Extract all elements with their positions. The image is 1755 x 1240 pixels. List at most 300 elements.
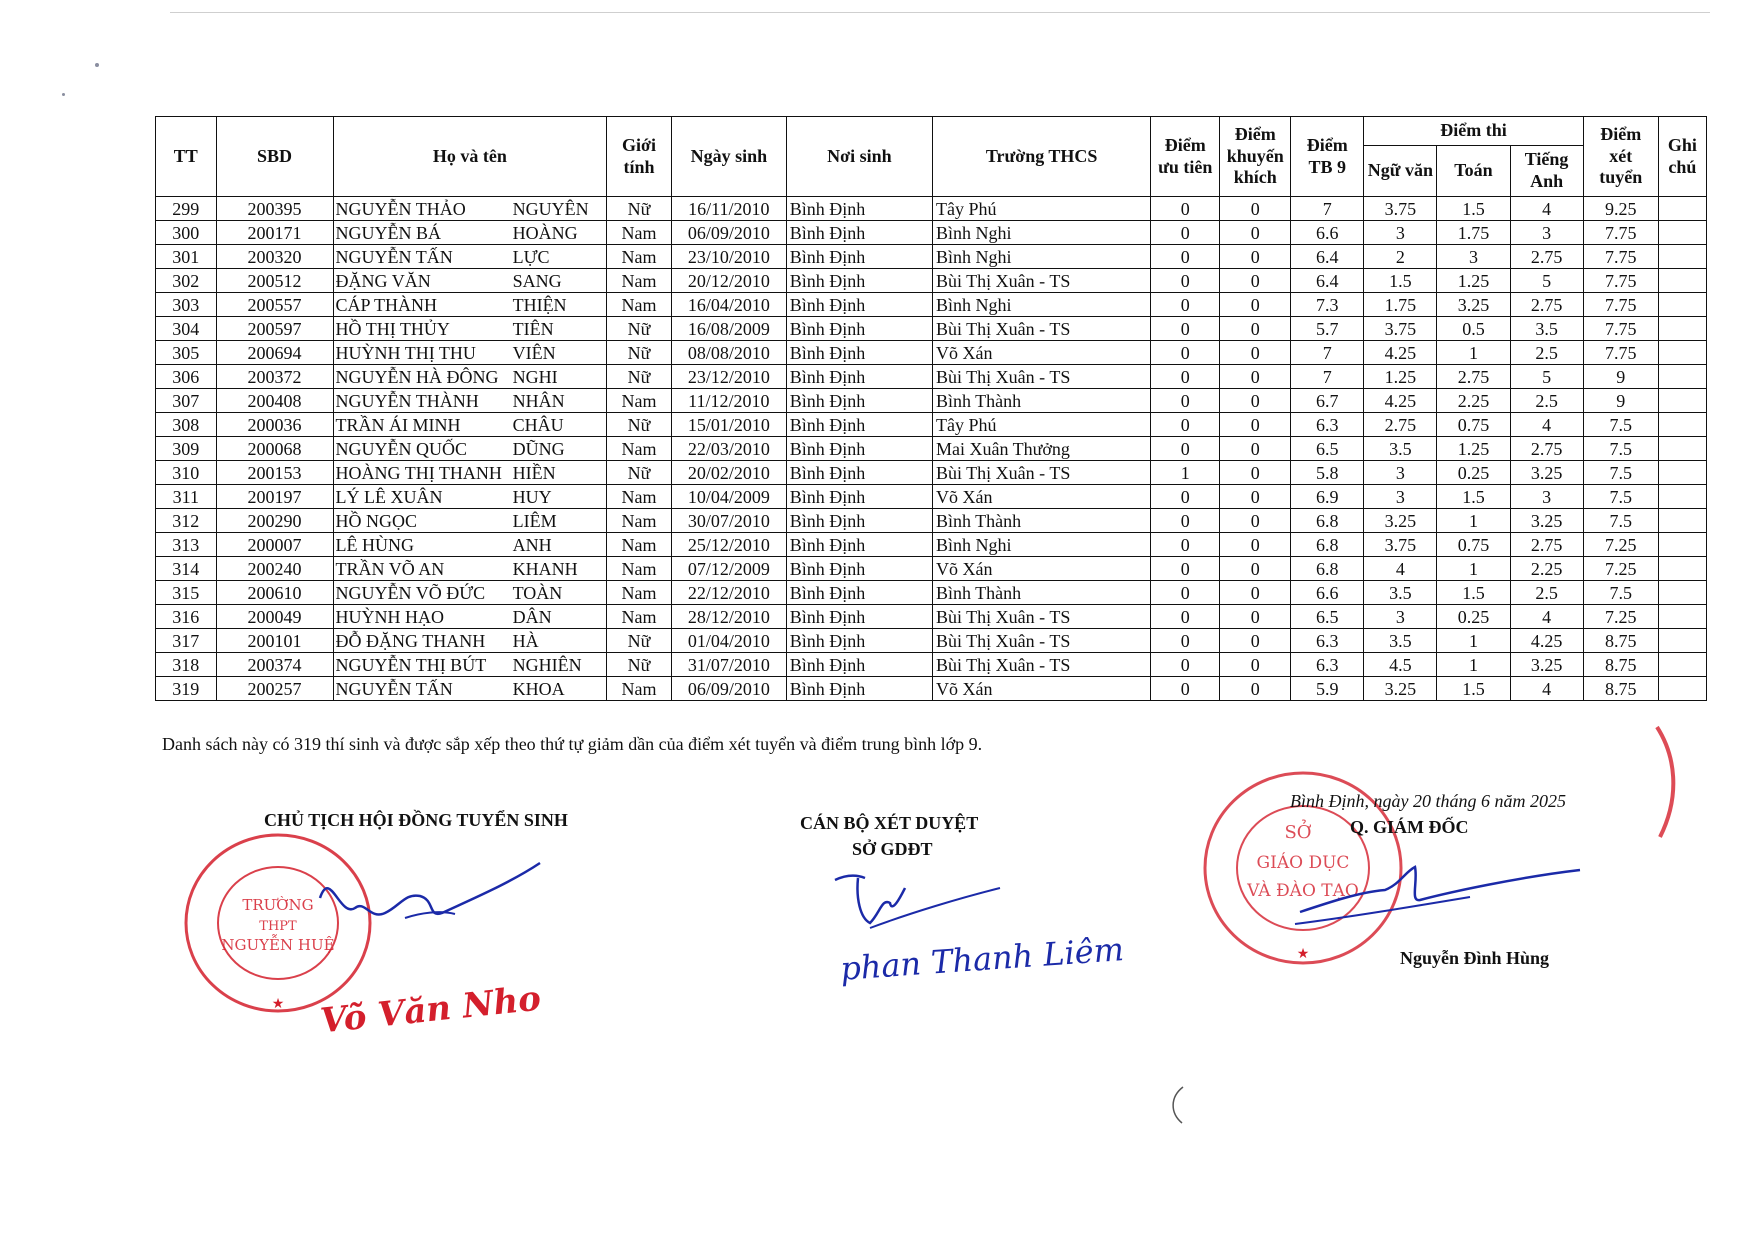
cell-anh: 4 bbox=[1510, 677, 1583, 701]
cell-toan: 0.5 bbox=[1437, 317, 1510, 341]
cell-note bbox=[1658, 605, 1706, 629]
cell-ten: HOÀNG bbox=[511, 221, 607, 245]
cell-ho: HUỲNH HẠO bbox=[333, 605, 511, 629]
cell-toan: 0.75 bbox=[1437, 533, 1510, 557]
cell-truong: Võ Xán bbox=[933, 485, 1151, 509]
cell-tb: 7 bbox=[1291, 365, 1364, 389]
cell-xt: 7.5 bbox=[1583, 485, 1658, 509]
cell-note bbox=[1658, 533, 1706, 557]
cell-tb: 6.3 bbox=[1291, 653, 1364, 677]
cell-truong: Mai Xuân Thưởng bbox=[933, 437, 1151, 461]
cell-ho: TRẦN VÕ AN bbox=[333, 557, 511, 581]
cell-tt: 314 bbox=[156, 557, 217, 581]
cell-gt: Nam bbox=[607, 485, 672, 509]
cell-kk: 0 bbox=[1220, 485, 1291, 509]
cell-ns: 22/12/2010 bbox=[671, 581, 786, 605]
cell-toan: 1.25 bbox=[1437, 437, 1510, 461]
cell-truong: Bình Nghi bbox=[933, 293, 1151, 317]
header-sbd: SBD bbox=[216, 117, 333, 197]
header-lit: Ngữ văn bbox=[1364, 146, 1437, 197]
cell-ns: 16/11/2010 bbox=[671, 197, 786, 221]
table-row bbox=[156, 413, 1707, 437]
cell-anh: 4.25 bbox=[1510, 629, 1583, 653]
cell-gt: Nữ bbox=[607, 317, 672, 341]
cell-ns: 23/10/2010 bbox=[671, 245, 786, 269]
cell-truong: Bình Thành bbox=[933, 509, 1151, 533]
table-row bbox=[156, 533, 1707, 557]
cell-note bbox=[1658, 437, 1706, 461]
scan-edge-line bbox=[170, 12, 1710, 13]
cell-toan: 0.25 bbox=[1437, 461, 1510, 485]
cell-xt: 7.5 bbox=[1583, 509, 1658, 533]
cell-xt: 7.75 bbox=[1583, 269, 1658, 293]
cell-van: 3.25 bbox=[1364, 509, 1437, 533]
cell-ho: NGUYỄN TẤN bbox=[333, 245, 511, 269]
cell-sbd: 200007 bbox=[216, 533, 333, 557]
cell-xt: 8.75 bbox=[1583, 677, 1658, 701]
cell-truong: Bùi Thị Xuân - TS bbox=[933, 653, 1151, 677]
scan-speck bbox=[95, 63, 99, 67]
cell-ut: 0 bbox=[1151, 413, 1220, 437]
cell-ho: HUỲNH THỊ THU bbox=[333, 341, 511, 365]
table-row bbox=[156, 389, 1707, 413]
cell-xt: 7.75 bbox=[1583, 341, 1658, 365]
cell-noi: Bình Định bbox=[786, 389, 932, 413]
cell-anh: 3 bbox=[1510, 221, 1583, 245]
cell-kk: 0 bbox=[1220, 533, 1291, 557]
cell-xt: 7.75 bbox=[1583, 221, 1658, 245]
cell-note bbox=[1658, 365, 1706, 389]
cell-note bbox=[1658, 341, 1706, 365]
cell-ten: HÀ bbox=[511, 629, 607, 653]
admission-table bbox=[155, 116, 1707, 701]
cell-note bbox=[1658, 629, 1706, 653]
cell-tb: 7 bbox=[1291, 341, 1364, 365]
table-row bbox=[156, 605, 1707, 629]
pen-mark bbox=[1168, 1085, 1188, 1125]
cell-kk: 0 bbox=[1220, 317, 1291, 341]
cell-van: 3.5 bbox=[1364, 581, 1437, 605]
cell-anh: 2.5 bbox=[1510, 389, 1583, 413]
cell-ut: 0 bbox=[1151, 629, 1220, 653]
cell-van: 1.25 bbox=[1364, 365, 1437, 389]
cell-sbd: 200395 bbox=[216, 197, 333, 221]
cell-ut: 0 bbox=[1151, 509, 1220, 533]
cell-anh: 3.25 bbox=[1510, 653, 1583, 677]
cell-noi: Bình Định bbox=[786, 677, 932, 701]
cell-van: 3.75 bbox=[1364, 317, 1437, 341]
cell-tt: 309 bbox=[156, 437, 217, 461]
cell-ut: 0 bbox=[1151, 341, 1220, 365]
cell-tt: 306 bbox=[156, 365, 217, 389]
cell-noi: Bình Định bbox=[786, 581, 932, 605]
cell-sbd: 200049 bbox=[216, 605, 333, 629]
header-birthplace: Nơi sinh bbox=[786, 117, 932, 197]
cell-toan: 1.5 bbox=[1437, 677, 1510, 701]
cell-gt: Nữ bbox=[607, 197, 672, 221]
cell-truong: Bình Nghi bbox=[933, 533, 1151, 557]
cell-ten: DÂN bbox=[511, 605, 607, 629]
chair-title: CHỦ TỊCH HỘI ĐỒNG TUYỂN SINH bbox=[264, 810, 568, 830]
reviewer-signature bbox=[830, 868, 1010, 938]
cell-xt: 8.75 bbox=[1583, 653, 1658, 677]
cell-sbd: 200240 bbox=[216, 557, 333, 581]
cell-tt: 312 bbox=[156, 509, 217, 533]
cell-anh: 4 bbox=[1510, 413, 1583, 437]
cell-tt: 300 bbox=[156, 221, 217, 245]
cell-van: 2.75 bbox=[1364, 413, 1437, 437]
cell-truong: Bùi Thị Xuân - TS bbox=[933, 605, 1151, 629]
svg-text:★: ★ bbox=[1296, 947, 1310, 962]
footnote: Danh sách này có 319 thí sinh và được sắp xếp theo thứ tự giảm dần của điểm xét tuyển và điểm trung bình lớp 9. bbox=[162, 734, 983, 754]
table-row bbox=[156, 677, 1707, 701]
cell-toan: 1.5 bbox=[1437, 581, 1510, 605]
cell-sbd: 200374 bbox=[216, 653, 333, 677]
cell-kk: 0 bbox=[1220, 197, 1291, 221]
cell-ho: ĐẶNG VĂN bbox=[333, 269, 511, 293]
cell-gt: Nữ bbox=[607, 413, 672, 437]
cell-ten: ANH bbox=[511, 533, 607, 557]
cell-ten: HUY bbox=[511, 485, 607, 509]
cell-anh: 5 bbox=[1510, 269, 1583, 293]
cell-noi: Bình Định bbox=[786, 197, 932, 221]
cell-kk: 0 bbox=[1220, 389, 1291, 413]
cell-tb: 6.3 bbox=[1291, 413, 1364, 437]
cell-noi: Bình Định bbox=[786, 245, 932, 269]
cell-ten: LỰC bbox=[511, 245, 607, 269]
table-row bbox=[156, 293, 1707, 317]
cell-gt: Nam bbox=[607, 509, 672, 533]
cell-xt: 7.25 bbox=[1583, 557, 1658, 581]
cell-xt: 7.25 bbox=[1583, 533, 1658, 557]
cell-ns: 20/02/2010 bbox=[671, 461, 786, 485]
cell-sbd: 200068 bbox=[216, 437, 333, 461]
cell-tt: 308 bbox=[156, 413, 217, 437]
cell-note bbox=[1658, 389, 1706, 413]
cell-gt: Nữ bbox=[607, 653, 672, 677]
cell-ten: KHANH bbox=[511, 557, 607, 581]
cell-xt: 7.5 bbox=[1583, 581, 1658, 605]
cell-kk: 0 bbox=[1220, 293, 1291, 317]
cell-xt: 7.5 bbox=[1583, 437, 1658, 461]
header-name: Họ và tên bbox=[333, 117, 607, 197]
chair-signature bbox=[310, 858, 550, 948]
cell-truong: Bình Nghi bbox=[933, 221, 1151, 245]
cell-toan: 1.5 bbox=[1437, 485, 1510, 509]
cell-ho: NGUYỄN TẤN bbox=[333, 677, 511, 701]
cell-tb: 5.8 bbox=[1291, 461, 1364, 485]
cell-toan: 0.75 bbox=[1437, 413, 1510, 437]
cell-tt: 318 bbox=[156, 653, 217, 677]
cell-gt: Nam bbox=[607, 557, 672, 581]
cell-ten: SANG bbox=[511, 269, 607, 293]
cell-ho: LÝ LÊ XUÂN bbox=[333, 485, 511, 509]
cell-ut: 0 bbox=[1151, 389, 1220, 413]
cell-note bbox=[1658, 413, 1706, 437]
cell-tb: 5.9 bbox=[1291, 677, 1364, 701]
cell-van: 3.25 bbox=[1364, 677, 1437, 701]
cell-toan: 1.25 bbox=[1437, 269, 1510, 293]
cell-toan: 2.75 bbox=[1437, 365, 1510, 389]
table-row bbox=[156, 221, 1707, 245]
cell-ut: 0 bbox=[1151, 437, 1220, 461]
cell-toan: 1.75 bbox=[1437, 221, 1510, 245]
cell-xt: 9 bbox=[1583, 389, 1658, 413]
cell-ho: NGUYỄN BÁ bbox=[333, 221, 511, 245]
cell-ns: 23/12/2010 bbox=[671, 365, 786, 389]
table-row bbox=[156, 437, 1707, 461]
table-row bbox=[156, 245, 1707, 269]
cell-kk: 0 bbox=[1220, 269, 1291, 293]
cell-truong: Bùi Thị Xuân - TS bbox=[933, 269, 1151, 293]
svg-text:★: ★ bbox=[271, 997, 285, 1012]
cell-ut: 0 bbox=[1151, 605, 1220, 629]
cell-noi: Bình Định bbox=[786, 461, 932, 485]
cell-ns: 30/07/2010 bbox=[671, 509, 786, 533]
cell-sbd: 200101 bbox=[216, 629, 333, 653]
cell-note bbox=[1658, 317, 1706, 341]
cell-gt: Nam bbox=[607, 389, 672, 413]
cell-xt: 7.75 bbox=[1583, 317, 1658, 341]
cell-ten: KHOA bbox=[511, 677, 607, 701]
chair-name: Võ Văn Nho bbox=[318, 978, 543, 1042]
header-math: Toán bbox=[1437, 146, 1510, 197]
cell-note bbox=[1658, 197, 1706, 221]
cell-tb: 7.3 bbox=[1291, 293, 1364, 317]
cell-ho: NGUYỄN HÀ ĐÔNG bbox=[333, 365, 511, 389]
cell-ho: HỒ NGỌC bbox=[333, 509, 511, 533]
cell-toan: 1 bbox=[1437, 653, 1510, 677]
cell-gt: Nam bbox=[607, 677, 672, 701]
cell-tb: 6.4 bbox=[1291, 269, 1364, 293]
cell-ut: 0 bbox=[1151, 221, 1220, 245]
cell-ns: 31/07/2010 bbox=[671, 653, 786, 677]
cell-ho: NGUYỄN THÀNH bbox=[333, 389, 511, 413]
cell-xt: 7.75 bbox=[1583, 293, 1658, 317]
reviewer-subtitle: SỞ GDĐT bbox=[852, 839, 933, 859]
cell-truong: Tây Phú bbox=[933, 197, 1151, 221]
cell-van: 3 bbox=[1364, 485, 1437, 509]
cell-kk: 0 bbox=[1220, 581, 1291, 605]
cell-ten: TIÊN bbox=[511, 317, 607, 341]
cell-tt: 310 bbox=[156, 461, 217, 485]
cell-note bbox=[1658, 293, 1706, 317]
cell-truong: Bùi Thị Xuân - TS bbox=[933, 365, 1151, 389]
cell-ho: NGUYỄN VÕ ĐỨC bbox=[333, 581, 511, 605]
cell-noi: Bình Định bbox=[786, 557, 932, 581]
cell-ns: 07/12/2009 bbox=[671, 557, 786, 581]
cell-note bbox=[1658, 461, 1706, 485]
cell-anh: 3.25 bbox=[1510, 461, 1583, 485]
cell-truong: Võ Xán bbox=[933, 677, 1151, 701]
cell-van: 4.25 bbox=[1364, 341, 1437, 365]
cell-tb: 6.6 bbox=[1291, 581, 1364, 605]
cell-ho: HỒ THỊ THỦY bbox=[333, 317, 511, 341]
cell-gt: Nam bbox=[607, 245, 672, 269]
cell-kk: 0 bbox=[1220, 605, 1291, 629]
cell-toan: 3 bbox=[1437, 245, 1510, 269]
cell-kk: 0 bbox=[1220, 245, 1291, 269]
cell-xt: 9.25 bbox=[1583, 197, 1658, 221]
cell-tb: 6.9 bbox=[1291, 485, 1364, 509]
cell-ten: LIÊM bbox=[511, 509, 607, 533]
cell-van: 1.75 bbox=[1364, 293, 1437, 317]
table-row bbox=[156, 341, 1707, 365]
cell-ut: 0 bbox=[1151, 269, 1220, 293]
cell-truong: Bùi Thị Xuân - TS bbox=[933, 629, 1151, 653]
cell-tb: 6.5 bbox=[1291, 437, 1364, 461]
cell-noi: Bình Định bbox=[786, 629, 932, 653]
cell-tt: 319 bbox=[156, 677, 217, 701]
cell-sbd: 200610 bbox=[216, 581, 333, 605]
date-line: Bình Định, ngày 20 tháng 6 năm 2025 bbox=[1290, 791, 1566, 811]
cell-tt: 313 bbox=[156, 533, 217, 557]
cell-tb: 6.6 bbox=[1291, 221, 1364, 245]
cell-van: 1.5 bbox=[1364, 269, 1437, 293]
cell-tb: 6.7 bbox=[1291, 389, 1364, 413]
cell-gt: Nam bbox=[607, 581, 672, 605]
header-dob: Ngày sinh bbox=[671, 117, 786, 197]
cell-van: 3 bbox=[1364, 221, 1437, 245]
cell-noi: Bình Định bbox=[786, 437, 932, 461]
cell-van: 3.75 bbox=[1364, 533, 1437, 557]
cell-ns: 25/12/2010 bbox=[671, 533, 786, 557]
cell-kk: 0 bbox=[1220, 413, 1291, 437]
cell-kk: 0 bbox=[1220, 221, 1291, 245]
cell-ten: NGHI bbox=[511, 365, 607, 389]
cell-anh: 3 bbox=[1510, 485, 1583, 509]
svg-text:VÀ ĐÀO TẠO: VÀ ĐÀO TẠO bbox=[1247, 881, 1359, 901]
cell-gt: Nam bbox=[607, 221, 672, 245]
cell-ut: 0 bbox=[1151, 653, 1220, 677]
cell-ut: 0 bbox=[1151, 317, 1220, 341]
cell-van: 3.5 bbox=[1364, 437, 1437, 461]
cell-gt: Nữ bbox=[607, 341, 672, 365]
table-row bbox=[156, 653, 1707, 677]
cell-sbd: 200197 bbox=[216, 485, 333, 509]
cell-ut: 0 bbox=[1151, 581, 1220, 605]
cell-tt: 305 bbox=[156, 341, 217, 365]
reviewer-name: phan Thanh Liêm bbox=[839, 930, 1126, 988]
director-name: Nguyễn Đình Hùng bbox=[1400, 948, 1550, 968]
cell-kk: 0 bbox=[1220, 557, 1291, 581]
cell-truong: Võ Xán bbox=[933, 341, 1151, 365]
header-admission: Điểm xét tuyển bbox=[1583, 117, 1658, 197]
cell-toan: 1 bbox=[1437, 629, 1510, 653]
cell-ns: 16/08/2009 bbox=[671, 317, 786, 341]
cell-kk: 0 bbox=[1220, 653, 1291, 677]
cell-gt: Nam bbox=[607, 269, 672, 293]
svg-text:THPT: THPT bbox=[259, 919, 297, 934]
edge-seal-mark bbox=[1655, 725, 1685, 840]
header-eng: Tiếng Anh bbox=[1510, 146, 1583, 197]
cell-ns: 08/08/2010 bbox=[671, 341, 786, 365]
cell-ns: 06/09/2010 bbox=[671, 221, 786, 245]
cell-tb: 6.4 bbox=[1291, 245, 1364, 269]
cell-van: 3 bbox=[1364, 605, 1437, 629]
cell-anh: 3.25 bbox=[1510, 509, 1583, 533]
cell-sbd: 200036 bbox=[216, 413, 333, 437]
cell-ho: ĐỖ ĐẶNG THANH bbox=[333, 629, 511, 653]
table-row bbox=[156, 485, 1707, 509]
cell-noi: Bình Định bbox=[786, 413, 932, 437]
cell-sbd: 200153 bbox=[216, 461, 333, 485]
cell-toan: 1.5 bbox=[1437, 197, 1510, 221]
cell-xt: 7.5 bbox=[1583, 413, 1658, 437]
cell-ten: NGUYÊN bbox=[511, 197, 607, 221]
cell-noi: Bình Định bbox=[786, 485, 932, 509]
cell-gt: Nam bbox=[607, 437, 672, 461]
cell-tt: 317 bbox=[156, 629, 217, 653]
cell-noi: Bình Định bbox=[786, 533, 932, 557]
cell-sbd: 200290 bbox=[216, 509, 333, 533]
cell-ns: 15/01/2010 bbox=[671, 413, 786, 437]
cell-tb: 7 bbox=[1291, 197, 1364, 221]
cell-anh: 3.5 bbox=[1510, 317, 1583, 341]
cell-xt: 7.5 bbox=[1583, 461, 1658, 485]
cell-anh: 2.75 bbox=[1510, 245, 1583, 269]
cell-ut: 0 bbox=[1151, 197, 1220, 221]
cell-ns: 16/04/2010 bbox=[671, 293, 786, 317]
cell-kk: 0 bbox=[1220, 365, 1291, 389]
cell-ho: NGUYỄN QUỐC bbox=[333, 437, 511, 461]
cell-ut: 0 bbox=[1151, 533, 1220, 557]
cell-van: 2 bbox=[1364, 245, 1437, 269]
cell-tb: 5.7 bbox=[1291, 317, 1364, 341]
cell-ho: CÁP THÀNH bbox=[333, 293, 511, 317]
cell-anh: 2.75 bbox=[1510, 293, 1583, 317]
cell-toan: 2.25 bbox=[1437, 389, 1510, 413]
header-exam-group: Điểm thi bbox=[1364, 117, 1583, 146]
cell-van: 4.5 bbox=[1364, 653, 1437, 677]
cell-sbd: 200512 bbox=[216, 269, 333, 293]
cell-kk: 0 bbox=[1220, 629, 1291, 653]
cell-ns: 22/03/2010 bbox=[671, 437, 786, 461]
cell-gt: Nam bbox=[607, 605, 672, 629]
cell-tb: 6.3 bbox=[1291, 629, 1364, 653]
cell-van: 4.25 bbox=[1364, 389, 1437, 413]
cell-ns: 11/12/2010 bbox=[671, 389, 786, 413]
cell-truong: Bình Thành bbox=[933, 389, 1151, 413]
cell-sbd: 200597 bbox=[216, 317, 333, 341]
header-incentive: Điểm khuyến khích bbox=[1220, 117, 1291, 197]
table-row bbox=[156, 197, 1707, 221]
table-row bbox=[156, 509, 1707, 533]
cell-sbd: 200320 bbox=[216, 245, 333, 269]
cell-tt: 301 bbox=[156, 245, 217, 269]
cell-note bbox=[1658, 653, 1706, 677]
cell-sbd: 200171 bbox=[216, 221, 333, 245]
cell-toan: 1 bbox=[1437, 341, 1510, 365]
cell-tt: 303 bbox=[156, 293, 217, 317]
table-row bbox=[156, 365, 1707, 389]
cell-note bbox=[1658, 509, 1706, 533]
cell-noi: Bình Định bbox=[786, 293, 932, 317]
cell-truong: Bùi Thị Xuân - TS bbox=[933, 461, 1151, 485]
header-priority: Điểm ưu tiên bbox=[1151, 117, 1220, 197]
cell-sbd: 200257 bbox=[216, 677, 333, 701]
cell-truong: Tây Phú bbox=[933, 413, 1151, 437]
cell-toan: 1 bbox=[1437, 509, 1510, 533]
cell-tt: 307 bbox=[156, 389, 217, 413]
header-school: Trường THCS bbox=[933, 117, 1151, 197]
cell-anh: 4 bbox=[1510, 197, 1583, 221]
cell-truong: Võ Xán bbox=[933, 557, 1151, 581]
director-title: Q. GIÁM ĐỐC bbox=[1350, 817, 1469, 837]
cell-sbd: 200372 bbox=[216, 365, 333, 389]
cell-note bbox=[1658, 581, 1706, 605]
header-tt: TT bbox=[156, 117, 217, 197]
